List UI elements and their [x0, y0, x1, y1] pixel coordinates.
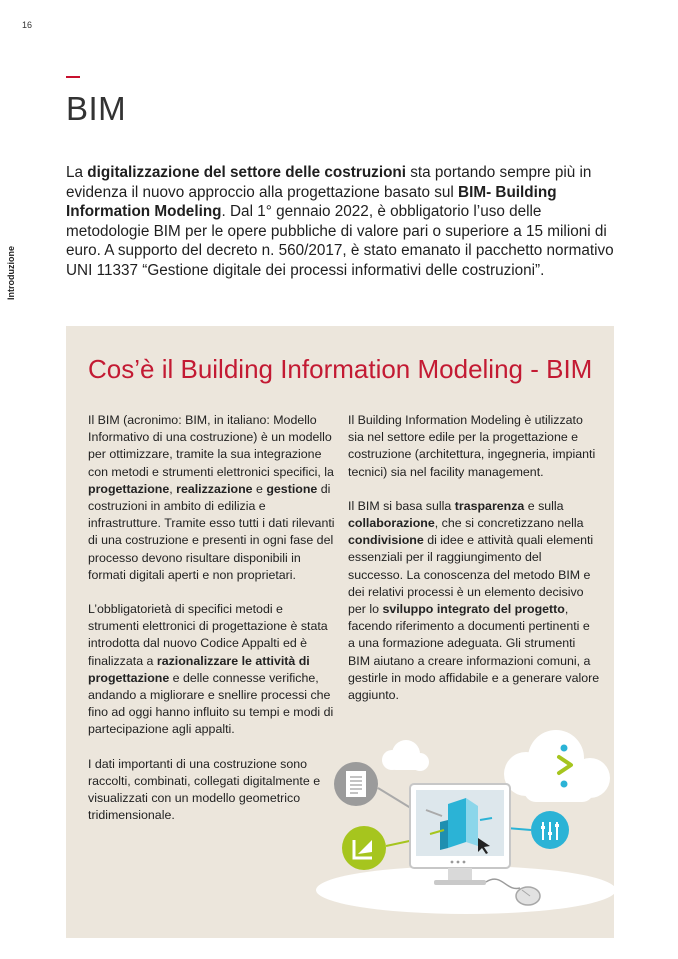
intro-text: La: [66, 164, 88, 181]
bim-illustration: [306, 722, 614, 922]
cloud-icon: [504, 730, 610, 802]
intro-text: . Dal 1° gennaio 2022, è obbligatorio l’uso delle metodologie BIM per le opere pubbliche di valore pari o superiore a 15 milioni di euro. A supporto del decreto n. 560/2017, è stato emanato il pacchetto normativo UNI 11337 “Gestione digitale dei processi informativi delle costruzioni”.: [66, 203, 614, 279]
intro-paragraph: [66, 163, 614, 281]
text-run: , che si concretizzano nella: [434, 516, 584, 531]
left-paragraph-3: I dati importanti di una costruzione sono raccolti, combinati, collegati digitalmente e visualizzati con un modello geometrico tridimensionale.: [88, 756, 321, 823]
text-run: L’obbligatorietà di specifici metodi e strumenti elettronici di progettazione è stata introdotta dal nuovo Codice Appalti ed è finalizzata a: [88, 602, 328, 668]
page-number: 16: [22, 20, 33, 30]
text-run: , facendo riferimento a documenti pertinenti e a una formazione adeguata. Gli strumenti BIM aiutano a creare informazioni comuni, a gestirle in modo affidabile e a generare valore aggiunto.: [348, 602, 600, 703]
accent-dash: [66, 76, 80, 78]
document-icon: [334, 762, 378, 806]
intro-text: sta portando sempre più in evidenza il nuovo approccio alla progettazione basato sul: [66, 164, 592, 201]
section-label: Introduzione: [6, 246, 16, 300]
text-run: ,: [169, 481, 177, 496]
levels-icon: [531, 811, 569, 849]
info-box: [66, 326, 614, 938]
bold-run: razionalizzare le attività di progettazione: [88, 653, 310, 685]
right-paragraph-1: Il Building Information Modeling è utilizzato sia nel settore edile per la progettazione e costruzione (architettura, ingegneria, impianti tecnici) sia nel facility management.: [348, 413, 596, 479]
connector-line: [378, 788, 414, 810]
text-run: di idee e attività quali elementi essenziali per il raggiungimento del successo. La conoscenza del metodo BIM e dei relativi processi è un elemento decisivo per lo: [348, 533, 594, 617]
cloud-icon: [382, 740, 429, 771]
crop-icon: [342, 826, 386, 870]
right-column: [348, 412, 600, 721]
page-title: BIM: [66, 90, 127, 127]
bold-run: realizzazione: [176, 481, 253, 496]
intro-bold: digitalizzazione del settore delle costruzioni: [87, 164, 407, 181]
text-run: Il BIM si basa sulla: [348, 498, 455, 513]
text-run: di costruzioni in ambito di edilizia e infrastrutture. Tramite esso tutti i dati rilevanti di una costruzione e presenti in ogni fase del processo devono risultare disponibili in formati digitali aperti e non proprietari.: [88, 481, 335, 582]
bold-run: progettazione: [88, 481, 170, 496]
bold-run: sviluppo integrato del progetto: [382, 602, 565, 617]
bold-run: trasparenza: [454, 498, 525, 513]
bold-run: collaborazione: [348, 516, 435, 531]
box-title: Cos’è il Building Information Modeling - BIM: [88, 354, 593, 384]
left-paragraph-1: [88, 412, 336, 584]
text-run: e: [252, 481, 267, 496]
text-run: e sulla: [524, 498, 564, 513]
right-paragraph-2: [348, 498, 600, 704]
bold-run: gestione: [266, 481, 318, 496]
bold-run: condivisione: [348, 533, 424, 548]
left-paragraph-2: [88, 601, 336, 739]
text-run: e delle connesse verifiche, andando a migliorare e snellire processi che fino ad oggi hanno influito su tempi e modi di partecipazione agli appalti.: [88, 670, 334, 737]
left-column: [88, 412, 336, 841]
intro-bold: BIM- Building Information Modeling: [66, 183, 557, 221]
text-run: Il BIM (acronimo: BIM, in italiano: Modello Informativo di una costruzione) è un modello per ottimizzare, tramite la sua integrazione con metodi e strumenti elettronici specifici, la: [88, 413, 334, 479]
